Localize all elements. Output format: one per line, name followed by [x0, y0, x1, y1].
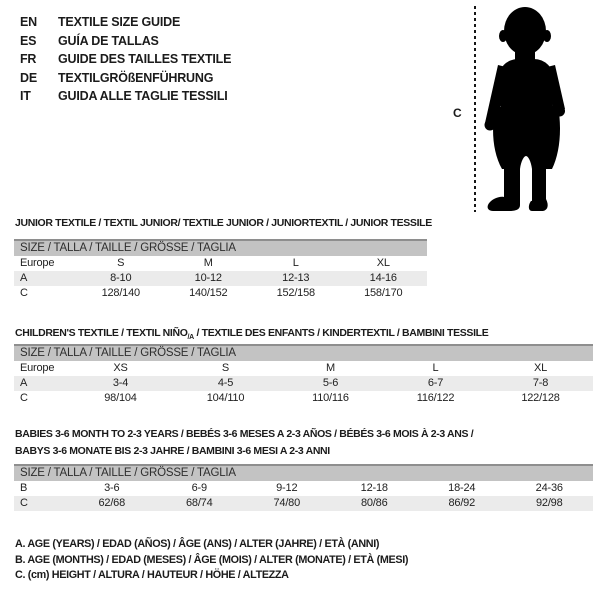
language-code: DE — [20, 70, 37, 85]
table-cell: XL — [376, 257, 390, 269]
table-row — [14, 391, 593, 406]
table-row — [14, 286, 427, 301]
table-title-line — [15, 215, 432, 232]
table-row — [14, 256, 427, 271]
language-code: ES — [20, 33, 37, 48]
table-cell: S — [221, 362, 230, 374]
size-header-bar: SIZE / TALLA / TAILLE / GRÖSSE / TAGLIA — [14, 464, 593, 481]
table-cell: 86/92 — [448, 497, 476, 509]
table-cell: 6-9 — [191, 482, 207, 494]
table-cell: 62/68 — [98, 497, 126, 509]
size-header-bar: SIZE / TALLA / TAILLE / GRÖSSE / TAGLIA — [14, 344, 593, 361]
language-label: GUIDE DES TAILLES TEXTILE — [58, 52, 232, 66]
row-label: C — [20, 497, 28, 509]
row-label: Europe — [20, 362, 55, 374]
table-cell: M — [203, 257, 213, 269]
table-title-line — [15, 443, 473, 460]
table-cell: 3-6 — [104, 482, 120, 494]
table-cell: 122/128 — [521, 392, 560, 404]
table-row — [14, 481, 593, 496]
footnote-line: A. AGE (YEARS) / EDAD (AÑOS) / ÂGE (ANS) / ALTER (JAHRE) / ETÀ (ANNI) — [15, 538, 380, 550]
language-row — [20, 87, 231, 106]
table-row — [14, 361, 593, 376]
language-row — [20, 32, 231, 51]
row-label: A — [20, 272, 28, 284]
row-label: Europe — [20, 257, 55, 269]
row-label: C — [20, 392, 28, 404]
language-row — [20, 50, 231, 69]
language-label: GUÍA DE TALLAS — [58, 33, 159, 48]
table-row — [14, 496, 593, 511]
table-cell: L — [292, 257, 299, 269]
footnotes — [15, 537, 408, 584]
language-row — [20, 69, 231, 88]
toddler-silhouette-icon — [481, 5, 573, 213]
table-cell: 92/98 — [535, 497, 563, 509]
language-list — [20, 13, 231, 106]
table-cell: XL — [533, 362, 548, 374]
row-label: C — [20, 287, 28, 299]
language-code: FR — [20, 52, 37, 66]
table-cell: 98/104 — [104, 392, 137, 404]
table-cell: 128/140 — [101, 287, 140, 299]
table-cell: M — [326, 362, 335, 374]
title-text: / TEXTILE DES ENFANTS / KINDERTEXTIL / BAMBINI TESSILE — [193, 327, 489, 339]
language-label: GUIDA ALLE TAGLIE TESSILI — [58, 89, 228, 103]
table-cell: 8-10 — [110, 272, 132, 284]
title-text: JUNIOR TEXTILE / TEXTIL JUNIOR/ TEXTILE JUNIOR / JUNIORTEXTIL / JUNIOR TESSILE — [15, 217, 432, 229]
table-cell: 18-24 — [448, 482, 476, 494]
title-subscript: /A — [187, 334, 194, 342]
table-cell: 116/122 — [416, 392, 455, 404]
table-cell: 110/116 — [312, 392, 349, 404]
babies-textile-title — [15, 426, 473, 459]
table-cell: 104/110 — [206, 392, 245, 404]
table-cell: 5-6 — [322, 377, 339, 389]
junior-textile-table — [14, 239, 427, 301]
footnote-line: C. (cm) HEIGHT / ALTURA / HAUTEUR / HÖHE / ALTEZZA — [15, 569, 289, 581]
table-cell: 80/86 — [360, 497, 388, 509]
size-header-bar: SIZE / TALLA / TAILLE / GRÖSSE / TAGLIA — [14, 239, 427, 256]
title-text: CHILDREN'S TEXTILE / TEXTIL NIÑO — [15, 327, 188, 339]
table-cell: L — [432, 362, 439, 374]
language-label: TEXTILGRÖßENFÜHRUNG — [58, 70, 214, 85]
table-cell: 3-4 — [112, 377, 129, 389]
table-cell: S — [117, 257, 125, 269]
language-code: IT — [20, 89, 31, 103]
table-title-line — [15, 426, 473, 443]
table-cell: 24-36 — [535, 482, 563, 494]
title-text: BABYS 3-6 MONATE BIS 2-3 JAHRE / BAMBINI 3-6 MESI A 2-3 ANNI — [15, 444, 330, 457]
table-cell: 4-5 — [217, 377, 234, 389]
table-cell: 9-12 — [276, 482, 298, 494]
row-label: B — [20, 482, 28, 494]
table-cell: 152/158 — [276, 287, 315, 299]
table-cell: 6-7 — [427, 377, 444, 389]
footnote-line: B. AGE (MONTHS) / EDAD (MESES) / ÂGE (MOIS) / ALTER (MONATE) / ETÀ (MESI) — [15, 553, 409, 566]
table-cell: 68/74 — [185, 497, 213, 509]
height-measure-label: C — [453, 106, 462, 120]
language-code: EN — [20, 15, 37, 29]
table-cell: 10-12 — [194, 272, 222, 284]
table-cell: 14-16 — [369, 272, 397, 284]
table-cell: 12-13 — [282, 272, 310, 284]
table-cell: 158/170 — [364, 287, 403, 299]
junior-textile-title — [15, 215, 432, 232]
language-label: TEXTILE SIZE GUIDE — [58, 15, 181, 29]
table-row — [14, 376, 593, 391]
table-cell: 140/152 — [189, 287, 228, 299]
table-cell: 74/80 — [273, 497, 301, 509]
table-cell: 12-18 — [360, 482, 388, 494]
language-row — [20, 13, 231, 32]
childrens-textile-table — [14, 344, 593, 406]
table-cell: XS — [113, 362, 128, 374]
table-row — [14, 271, 427, 286]
row-label: A — [20, 377, 28, 389]
babies-textile-table — [14, 464, 593, 511]
table-cell: 7-8 — [532, 377, 549, 389]
title-text: BABIES 3-6 MONTH TO 2-3 YEARS / BEBÉS 3-6 MESES A 2-3 AÑOS / BÉBÉS 3-6 MOIS À 2-3 ANS / — [15, 428, 474, 440]
height-measure-dotted-line — [474, 6, 476, 212]
